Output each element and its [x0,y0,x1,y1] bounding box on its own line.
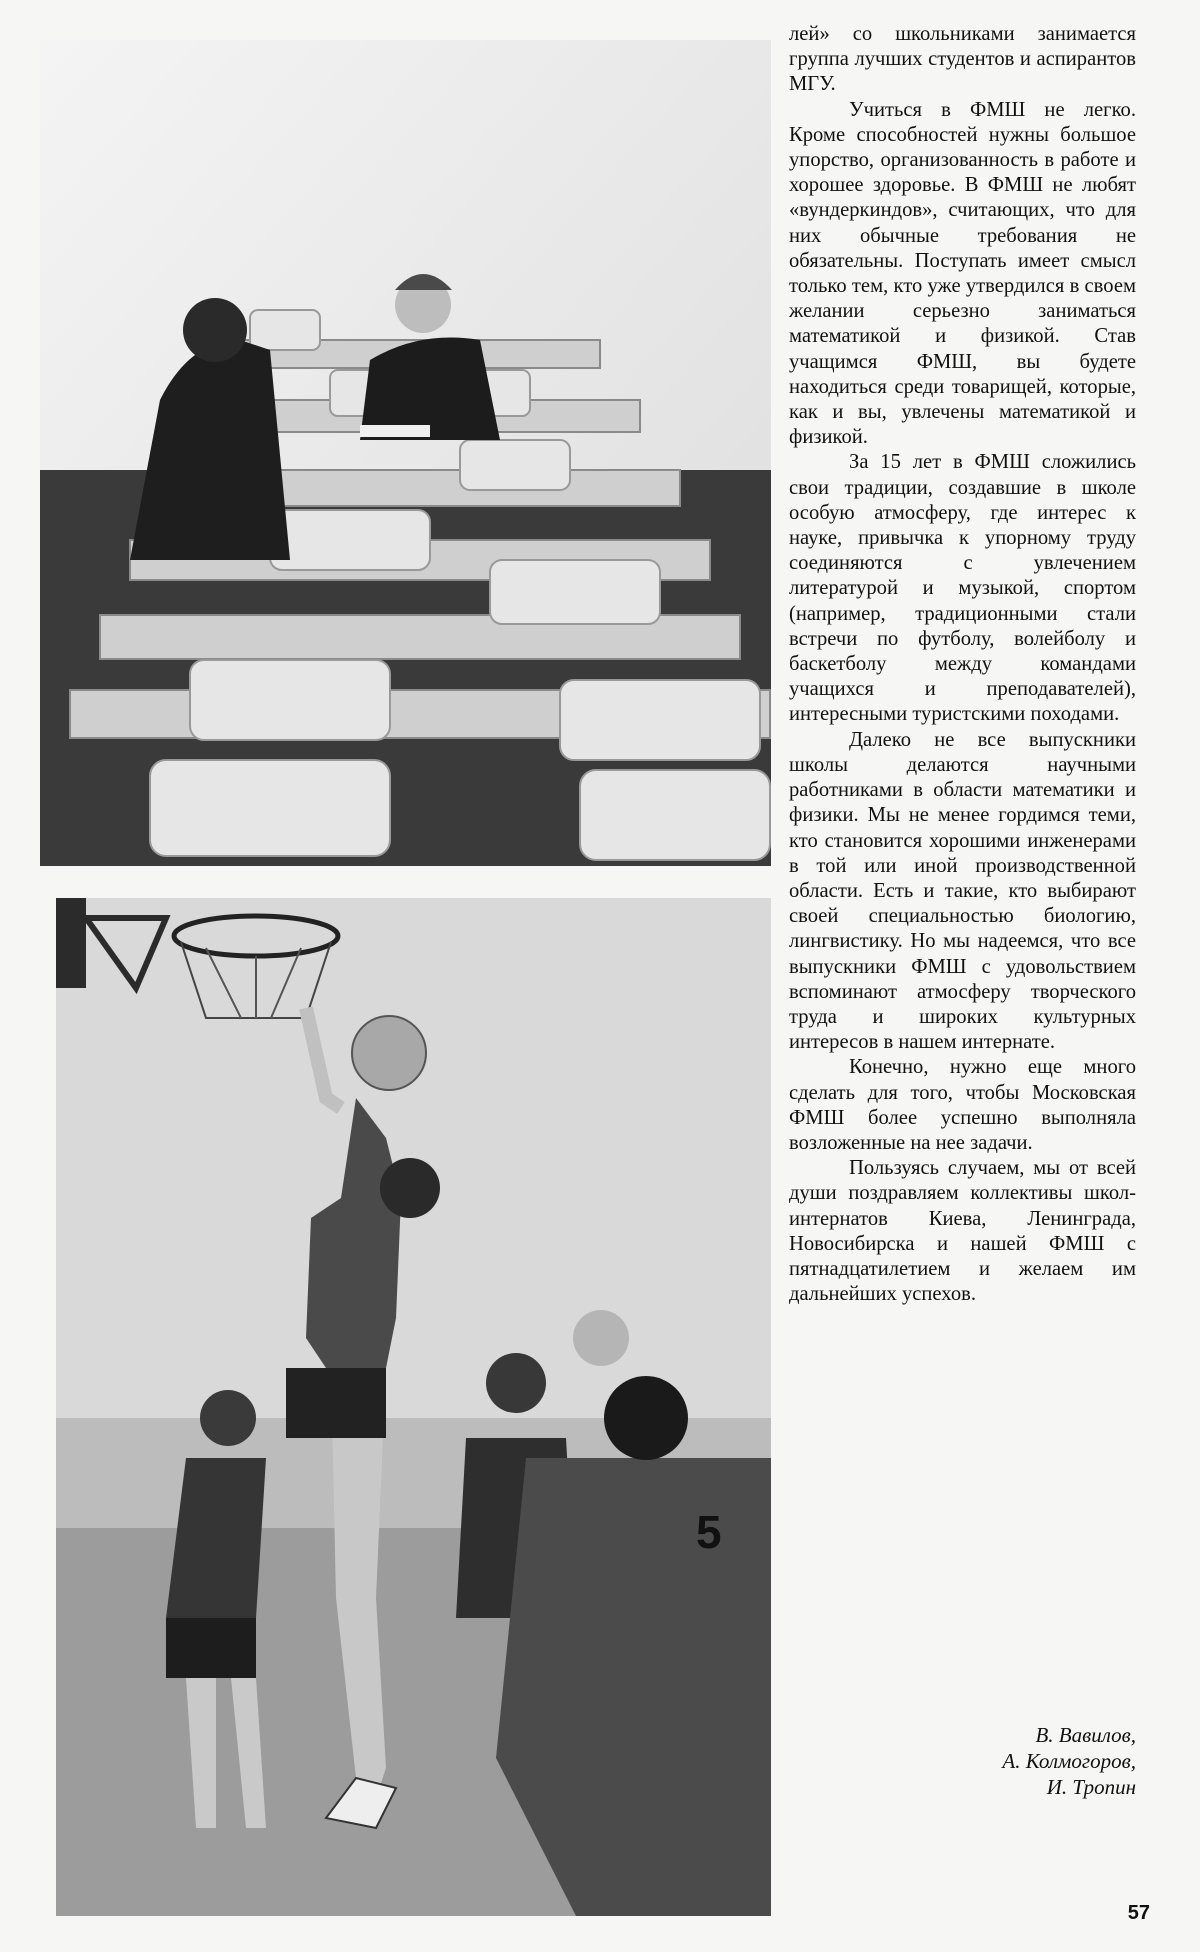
signature: А. Колмогоров, [1002,1749,1136,1773]
jersey-number: 5 [696,1506,722,1558]
article-signatures [880,1722,1136,1800]
signature: И. Тропин [1046,1775,1136,1799]
article-paragraph: Конечно, нужно еще много сделать для того, чтобы Московская ФМШ более успешно выполняла возложенные на нее задачи. [789,1056,1136,1154]
article-paragraph: Учиться в ФМШ не легко. Кроме способностей нужны большое упорство, организованность в работе и хорошее здоровье. В ФМШ не любят «вундеркиндов», считающих, что для них обычные требования не обязательны. Поступать имеет смысл только тем, кто уже утвердился в своем желании серьезно заниматься математикой и физикой. Став учащимся ФМШ, вы будете находиться среди товарищей, которые, как и вы, увлечены математикой и физикой. [789,98,1136,449]
article-paragraph: Далеко не все выпускники школы делаются научными работниками в области математики и физики. Мы не менее гордимся теми, кто становится хорошими инженерами в той или иной производственной области. Есть и такие, кто выбирают своей специальностью биологию, лингвистику. Но мы надеемся, что все выпускники ФМШ с удовольствием вспоминают атмосферу творческого труда и широких культурных интересов в нашем интернате. [789,728,1136,1054]
page-number: 57 [1127,1902,1150,1924]
classroom-photo [40,40,771,866]
article-paragraph: За 15 лет в ФМШ сложились свои традиции, создавшие в школе особую атмосферу, где интерес к науке, привычка к упорному труду соединяются с увлечением литературой и музыкой, спортом (например, традиционными стали встречи по футболу, волейболу и баскетболу между командами учащихся и преподавателей), интересными туристскими походами. [789,451,1136,726]
basketball-photo [56,898,771,1916]
article-paragraph: лей» со школьниками занимается группа лучших студентов и аспирантов МГУ. [789,23,1136,96]
article-text [789,22,1136,1307]
signature: В. Вавилов, [1035,1723,1136,1747]
article-paragraph: Пользуясь случаем, мы от всей души поздравляем коллективы школ-интернатов Киева, Ленинграда, Новосибирска и нашей ФМШ с пятнадцатилетием и желаем им дальнейших успехов. [789,1157,1136,1306]
